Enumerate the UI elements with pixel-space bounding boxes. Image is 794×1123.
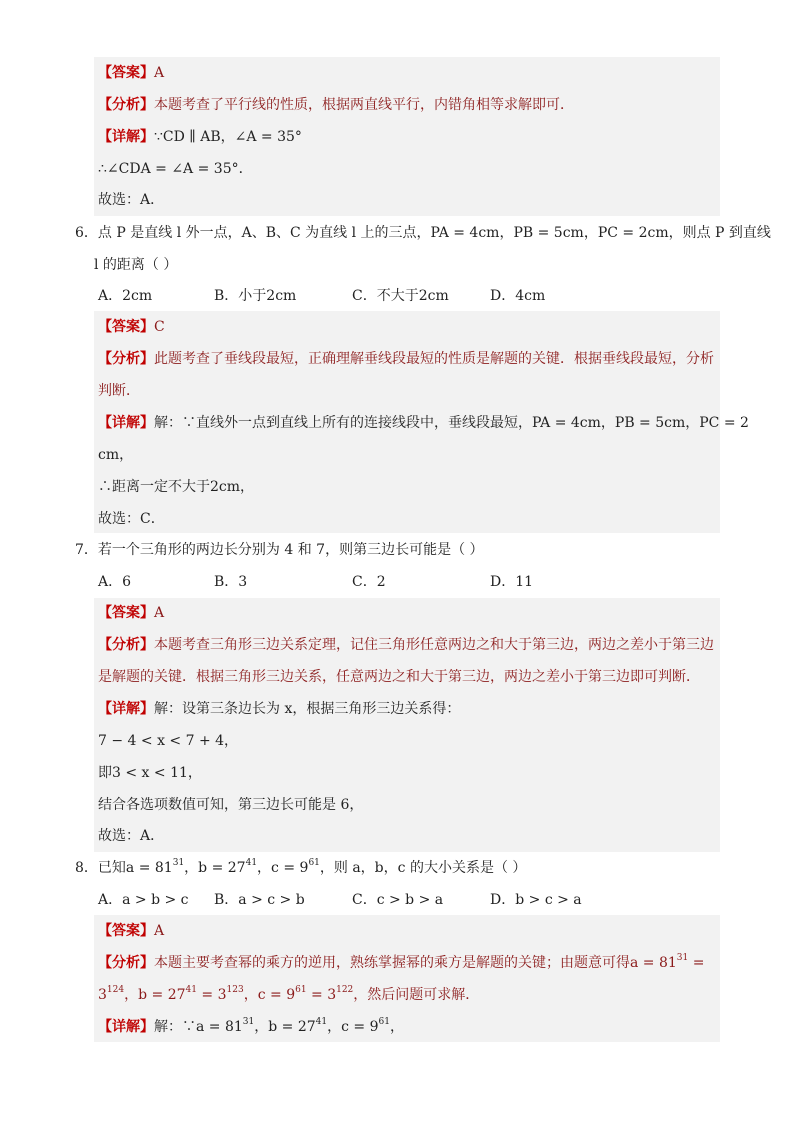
analysis-text: = xyxy=(688,955,705,971)
question-text: ，b = 27 xyxy=(184,860,246,876)
analysis-tag: 【分析】 xyxy=(98,97,154,113)
option-d: D．4cm xyxy=(490,288,546,304)
detail-line-q7 xyxy=(98,699,460,719)
question-6-stem-2 xyxy=(94,255,177,275)
analysis-tag: 【分析】 xyxy=(98,637,154,653)
analysis-text: = 3 xyxy=(196,987,227,1003)
option-d: D．11 xyxy=(490,574,534,590)
analysis-text: 本题主要考查幂的乘方的逆用，熟练掌握幂的乘方是解题的关键；由题意可得a = 81 xyxy=(154,955,677,971)
detail-tag: 【详解】 xyxy=(98,701,154,717)
question-8-stem xyxy=(75,858,526,878)
question-text: ，则 a，b，c 的大小关系是（ ） xyxy=(319,860,527,876)
analysis-line-q7-2: 是解题的关键．根据三角形三边关系，任意两边之和大于第三边，两边之差小于第三边即可判断． xyxy=(98,669,700,685)
detail-line-q6-4: 故选：C． xyxy=(98,511,165,527)
question-text: ，c = 9 xyxy=(257,860,309,876)
exponent: 124 xyxy=(106,985,125,995)
detail-line-q8 xyxy=(98,1017,404,1037)
analysis-text: 此题考查了垂线段最短，正确理解垂线段最短的性质是解题的关键．根据垂线段最短，分析 xyxy=(154,351,714,367)
exponent: 61 xyxy=(378,1017,390,1027)
detail-tag: 【详解】 xyxy=(98,1019,154,1035)
question-number: 7． xyxy=(75,542,98,558)
exponent: 31 xyxy=(676,953,689,963)
option-c: C．2 xyxy=(352,574,386,590)
detail-text: 解：∵a = 81 xyxy=(154,1019,243,1035)
detail-text: 解：设第三条边长为 x，根据三角形三边关系得： xyxy=(154,701,461,717)
question-text: 点 P 是直线 l 外一点，A、B、C 为直线 l 上的三点，PA = 4cm，PB = 5cm，PC = 2cm，则点 P 到直线 xyxy=(97,225,771,241)
option-a: A．2cm xyxy=(98,288,153,304)
answer-tag: 【答案】 xyxy=(98,319,154,335)
analysis-tag: 【分析】 xyxy=(98,955,154,971)
detail-tag: 【详解】 xyxy=(98,415,154,431)
detail-tag: 【详解】 xyxy=(98,129,154,145)
answer-line-q5 xyxy=(98,63,164,83)
answer-line-q6 xyxy=(98,317,165,337)
analysis-line-q8 xyxy=(98,953,704,973)
analysis-text: ，c = 9 xyxy=(243,987,296,1003)
exponent: 41 xyxy=(245,858,258,868)
analysis-text: = 3 xyxy=(306,987,337,1003)
answer-value: C xyxy=(154,319,165,335)
analysis-text: 本题考查三角形三边关系定理，记住三角形任意两边之和大于第三边，两边之差小于第三边 xyxy=(154,637,714,653)
detail-text: ，c = 9 xyxy=(327,1019,379,1035)
answer-tag: 【答案】 xyxy=(98,605,154,621)
detail-line-q6-2: cm， xyxy=(98,447,134,463)
detail-line-q6-3: ∴距离一定不大于2cm， xyxy=(98,479,255,495)
option-d: D．b > c > a xyxy=(490,892,582,908)
detail-line-q7-4: 结合各选项数值可知，第三边长可能是 6， xyxy=(98,797,364,813)
analysis-tag: 【分析】 xyxy=(98,351,154,367)
detail-line-q7-3: 即3 < x < 11， xyxy=(98,765,202,781)
answer-value: A xyxy=(154,65,165,81)
detail-line-q5-2 xyxy=(98,159,253,179)
detail-text: ， xyxy=(389,1019,404,1035)
detail-line-q7-2: 7 − 4 < x < 7 + 4， xyxy=(98,733,239,749)
detail-line-q5 xyxy=(98,127,302,147)
detail-line-q5-3 xyxy=(98,190,164,210)
detail-line-q6 xyxy=(98,413,749,433)
question-number: 6． xyxy=(75,225,98,241)
analysis-text: ，然后问题可求解． xyxy=(353,987,480,1003)
option-b: B．小于2cm xyxy=(214,288,297,304)
question-text: 已知a = 81 xyxy=(97,860,173,876)
answer-line-q8 xyxy=(98,921,164,941)
answer-value: A xyxy=(154,923,165,939)
exponent: 122 xyxy=(336,985,354,995)
option-a: A．a > b > c xyxy=(98,892,189,908)
analysis-line-q5 xyxy=(98,95,574,115)
detail-text: 解：∵直线外一点到直线上所有的连接线段中，垂线段最短，PA = 4cm，PB = 5cm，PC = 2 xyxy=(154,415,749,431)
exponent: 61 xyxy=(295,985,307,995)
detail-text: ∴∠CDA = ∠A = 35°． xyxy=(98,161,253,177)
answer-value: A xyxy=(154,605,165,621)
option-b: B．a > c > b xyxy=(214,892,305,908)
option-c: C．不大于2cm xyxy=(352,288,449,304)
analysis-text: 3 xyxy=(98,987,107,1003)
exponent: 123 xyxy=(226,985,244,995)
detail-text: 故选：A． xyxy=(98,192,165,208)
detail-text: ∵CD ∥ AB，∠A = 35° xyxy=(154,129,302,145)
analysis-line-q7 xyxy=(98,635,714,655)
exponent: 41 xyxy=(315,1017,328,1027)
exponent: 31 xyxy=(242,1017,255,1027)
option-a: A．6 xyxy=(98,574,132,590)
answer-tag: 【答案】 xyxy=(98,923,154,939)
analysis-text: ，b = 27 xyxy=(124,987,186,1003)
detail-text: ，b = 27 xyxy=(254,1019,316,1035)
exponent: 61 xyxy=(308,858,320,868)
question-7-stem xyxy=(75,540,484,560)
analysis-line-q6 xyxy=(98,349,714,369)
detail-line-q7-5: 故选：A． xyxy=(98,828,165,844)
exponent: 31 xyxy=(172,858,185,868)
option-c: C．c > b > a xyxy=(352,892,444,908)
answer-tag: 【答案】 xyxy=(98,65,154,81)
analysis-text: 本题考查了平行线的性质，根据两直线平行，内错角相等求解即可． xyxy=(154,97,574,113)
answer-line-q7 xyxy=(98,603,164,623)
question-number: 8． xyxy=(75,860,98,876)
exponent: 41 xyxy=(185,985,197,995)
option-b: B．3 xyxy=(214,574,248,590)
analysis-line-q6-2: 判断． xyxy=(98,383,140,399)
question-text: l 的距离（ ） xyxy=(94,257,178,273)
question-text: 若一个三角形的两边长分别为 4 和 7，则第三边长可能是（ ） xyxy=(97,542,484,558)
analysis-line-q8-2 xyxy=(98,985,479,1005)
question-6-stem xyxy=(75,223,771,243)
